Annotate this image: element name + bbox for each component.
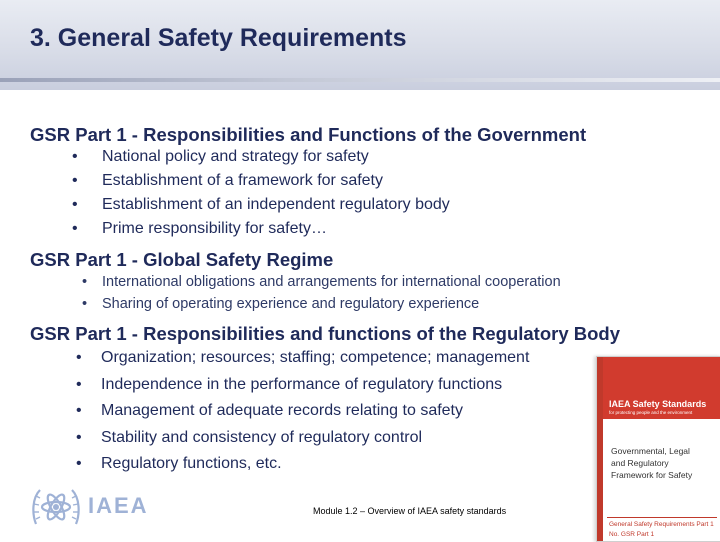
bullet-icon: • (72, 148, 78, 165)
book-footer-line2: No. GSR Part 1 (609, 531, 655, 538)
book-series-subtitle: for protecting people and the environment (609, 410, 693, 415)
gsr-part1-book-cover (596, 356, 720, 542)
book-divider (607, 517, 717, 518)
section-heading-government: GSR Part 1 - Responsibilities and Functions of the Government (30, 124, 587, 145)
book-series-label: IAEA Safety Standards (609, 399, 707, 409)
slide-title: 3. General Safety Requirements (30, 24, 407, 52)
bullet-icon: • (76, 349, 82, 366)
bullet-icon: • (72, 196, 78, 213)
bullet-icon: • (72, 220, 78, 237)
section-heading-global-regime: GSR Part 1 - Global Safety Regime (30, 249, 334, 270)
iaea-logo-text: IAEA (88, 493, 149, 518)
section-heading-regulatory-body: GSR Part 1 - Responsibilities and functions of the Regulatory Body (30, 323, 621, 344)
module-footer: Module 1.2 – Overview of IAEA safety standards (313, 506, 507, 516)
bullet-icon: • (76, 375, 82, 393)
bullet-icon: • (76, 402, 82, 419)
bullet-icon: • (76, 455, 82, 472)
bullet-icon: • (76, 428, 82, 446)
bullet-icon: • (82, 274, 88, 290)
header-divider (0, 78, 720, 82)
iaea-atom-logo-icon (30, 484, 82, 530)
book-title: Governmental, Legal and Regulatory Framework for Safety (611, 446, 693, 480)
book-footer-line1: General Safety Requirements Part 1 (609, 521, 714, 528)
bullet-icon: • (82, 296, 88, 312)
bullet-icon: • (72, 172, 78, 189)
